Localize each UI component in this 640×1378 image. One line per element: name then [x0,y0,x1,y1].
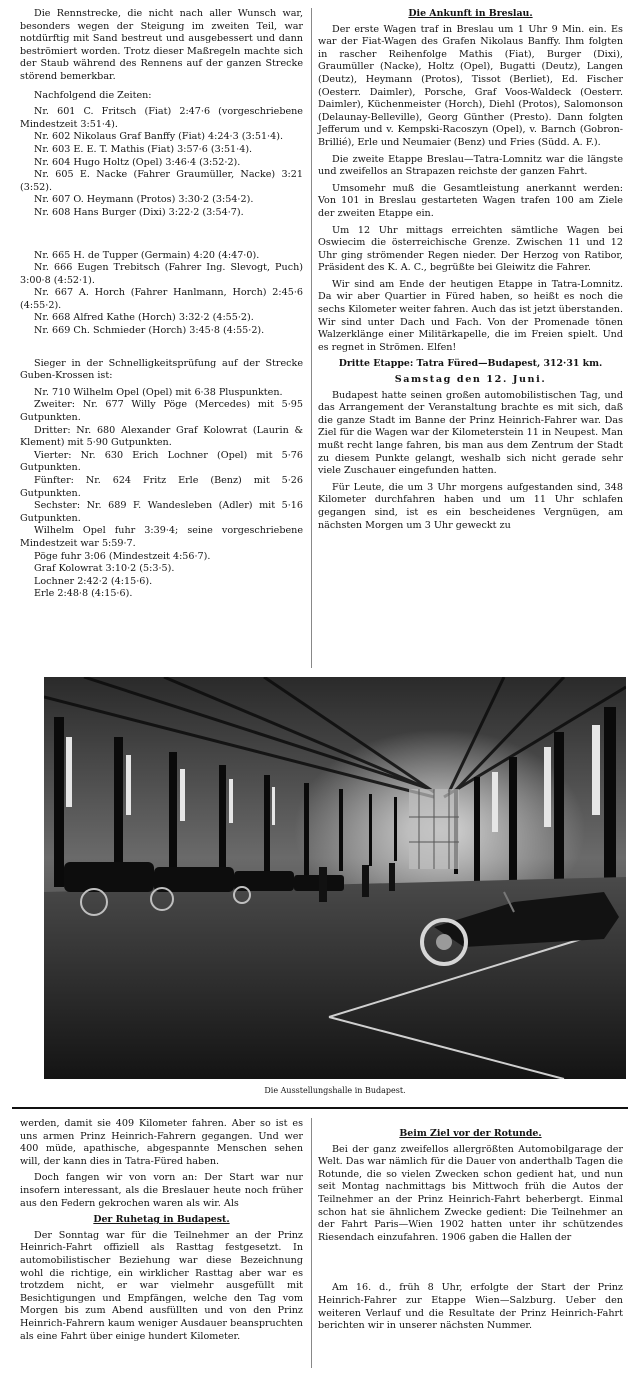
result-line: Nr. 608 Hans Burger (Dixi) 3:22·2 (3:54·7). [34,206,244,218]
section-heading-breslau: Die Ankunft in Breslau. [408,8,533,19]
paragraph: Für Leute, die um 3 Uhr morgens aufgestanden sind, 348 Kilometer durchfahren haben und um 11 Uhr schlafen gegangen sind, ist es ein bescheidenes Vergnügen, am nächsten Morgen um 3 Uhr geweckt zu [318,481,623,531]
result-line: Nr. 607 O. Heymann (Protos) 3:30·2 (3:54·2). [34,194,254,206]
result-line: Nr. 604 Hugo Holtz (Opel) 3:46·4 (3:52·2). [34,156,241,168]
photo-caption: Die Ausstellungshalle in Budapest. [264,1086,406,1095]
column-divider [311,8,312,668]
paragraph: Der Sonntag war für die Teilnehmer an der Prinz Heinrich-Fahrt offiziell als Rasttag festgesetzt. In automobilistischer Beziehung war diese Bezeichnung wohl die richtige, ein wirklicher Rasttag aber war es trotzdem nicht, er war vielmehr ausgefüllt mit Besichtigungen und Empfängen, welche den Tag vom Morgen bis zum Abend ausfüllten und von den Prinz Heinrich-Fahrern kaum weniger Ausdauer beanspruchten als eine Fahrt über einige hundert Kilometer. [20,1229,303,1342]
result-line: Pöge fuhr 3:06 (Mindestzeit 4:56·7). [34,550,211,562]
section-heading-rotunde: Beim Ziel vor der Rotunde. [399,1128,542,1139]
result-line: Nr. 666 Eugen Trebitsch (Fahrer Ing. Slevogt, Puch) 3:00·8 (4:52·1). [20,262,303,286]
results-tail [20,551,303,601]
winner-line: Zweiter: Nr. 677 Willy Pöge (Mercedes) mit 5·95 Gutpunkten. [20,399,303,424]
paragraph: Die zweite Etappe Breslau—Tatra-Lomnitz war die längste und zweifellos an Strapazen reichste der ganzen Fahrt. [318,153,623,178]
opel-line: Wilhelm Opel fuhr 3:39·4; seine vorgeschriebene Mindestzeit war 5:59·7. [20,525,303,549]
paragraph: Um 12 Uhr mittags erreichten sämtliche Wagen bei Oswiecim die österreichische Grenze. Zwischen 11 und 12 Uhr ging strömender Regen nieder. Der Herzog von Ratibor, Präsident des K. A. C., begrüßte bei Gleiwitz die Fahrer. [318,224,623,274]
left-column [20,8,303,601]
right-column [318,6,623,536]
winners-intro: Sieger in der Schnelligkeitsprüfung auf der Strecke Guben-Krossen ist: [20,357,303,382]
paragraph: Bei der ganz zweifellos allergrößten Automobilgarage der Welt. Das war nämlich für die Dauer von anderthalb Tagen die Rotunde, die so vielen Zwecken schon gedient hat, und nun seit Montag nachmittags bis Mittwoch früh die Autos der Teilnehmer an der Prinz Heinrich-Fahrt beherbergt. Einmal schon hat sie ähnlichem Zwecke gedient: Die Teilnehmer an der Fahrt Paris—Wien 1902 hatten unter ihr schützendes Riesendach einzufahren. 1906 gaben die Hallen der [318,1143,623,1243]
horizontal-rule [12,1107,628,1109]
winner-line: Dritter: Nr. 680 Alexander Graf Kolowrat (Laurin & Klement) mit 5·90 Gutpunkten. [20,424,303,449]
intro-paragraph: Die Rennstrecke, die nicht nach aller Wunsch war, besonders wegen der Steigung im zweiten Teil, war notdürftig mit Sand bestreut und ausgebessert und dann beströmiert worden. Trotz dieser Maßregeln machte sich der Staub während des Rennens auf der ganzen Strecke störend bemerkbar. [20,8,303,82]
result-line: Nr. 601 C. Fritsch (Fiat) 2:47·6 (vorgeschriebene Mindestzeit 3:51·4). [20,106,303,130]
paragraph: Budapest hatte seinen großen automobilistischen Tag, und das Arrangement der Veranstaltung brachte es mit sich, daß die ganze Stadt im Banne der Prinz Heinrich-Fahrer war. Das Ziel für die Wagen war der Kilometerstein 11 in Neupest. Man mußt recht lange fahren, bis man aus dem Zentrum der Stadt zu diesem Punkte gelangt, weshalb sich nicht gerade sehr viele Zuschauer eingefunden hatten. [318,389,623,477]
paragraph: Am 16. d., früh 8 Uhr, erfolgte der Start der Prinz Heinrich-Fahrer zur Etappe Wien—Salzburg. Ueber den weiteren Verlauf und die Resultate der Prinz Heinrich-Fahrt berichten wir in unserer nächsten Nummer. [318,1282,623,1332]
winner-line: Vierter: Nr. 630 Erich Lochner (Opel) mit 5·76 Gutpunkten. [20,449,303,474]
result-line: Erle 2:48·8 (4:15·6). [34,588,133,600]
winners-list [20,387,303,526]
result-line: Nr. 602 Nikolaus Graf Banffy (Fiat) 4:24·3 (3:51·4). [34,131,283,143]
exhibition-hall-photo [44,677,626,1079]
result-line: Nr. 603 E. E. T. Mathis (Fiat) 3:57·6 (3:51·4). [34,143,253,155]
results-group-1 [20,106,303,219]
column-divider-bottom [311,1118,312,1368]
bottom-left-column [20,1118,303,1347]
paragraph: Umsomehr muß die Gesamtleistung anerkannt werden: Von 101 in Breslau gestarteten Wagen trafen 100 am Ziele der zweiten Etappe ein. [318,182,623,219]
result-line: Nr. 668 Alfred Kathe (Horch) 3:32·2 (4:55·2). [34,312,254,324]
bottom-right-column [318,1120,623,1337]
result-line: Nr. 665 H. de Tupper (Germain) 4:20 (4:47·0). [34,249,260,261]
paragraph: Wir sind am Ende der heutigen Etappe in Tatra-Lomnitz. Da wir aber Quartier in Füred haben, so heißt es noch die sechs Kilometer weiter fahren. Auch das ist jetzt überstanden. Wir sind unter Dach und Fach. Von der Promenade tönen Walzerklänge einer Militärkapelle, die im Freien spielt. Und es regnet in Strömen. Elfen! [318,278,623,353]
times-heading: Nachfolgend die Zeiten: [34,89,152,101]
paragraph: Der erste Wagen traf in Breslau um 1 Uhr 9 Min. ein. Es war der Fiat-Wagen des Grafen Nikolaus Banffy. Ihm folgten in rascher Reihenfolge Mathis (Fiat), Burger (Dixi), Graumüller (Nacke), Holtz (Opel), Bugatti (Deutz), Langen (Deutz), Heymann (Protos), Tissot (Berliet), Ed. Fischer (Oesterr. Daimler), Porsche, Graf Voos-Waldeck (Oesterr. Daimler), Küchenmeister (Horch), Diehl (Protos), Salomonson (Delaunay-Belleville), Georg Günther (Presto). Dann folgten Jefferum und v. Kempski-Racoszyn (Opel), v. Barnch (Gobron-Brillié), Erle und Neumaier (Benz) und Fries (Südd. A. F.). [318,23,623,148]
result-line: Nr. 605 E. Nacke (Fahrer Graumüller, Nacke) 3:21 (3:52). [20,169,303,193]
date-line: Samstag den 12. Juni. [394,374,547,386]
winner-line: Sechster: Nr. 689 F. Wandesleben (Adler) mit 5·16 Gutpunkten. [20,500,303,524]
results-group-2 [20,250,303,338]
section-heading-rest-day: Der Ruhetag in Budapest. [93,1214,230,1226]
paragraph: Doch fangen wir von vorn an: Der Start war nur insofern interessant, als die Breslauer heute noch früher aus den Federn gekrochen waren als wir. Als [20,1172,303,1209]
section-heading-third-stage: Dritte Etappe: Tatra Füred—Budapest, 312·31 km. [338,358,603,370]
winner-line: Nr. 710 Wilhelm Opel (Opel) mit 6·38 Pluspunkten. [34,386,283,398]
result-line: Lochner 2:42·2 (4:15·6). [34,575,153,587]
result-line: Nr. 669 Ch. Schmieder (Horch) 3:45·8 (4:55·2). [34,325,265,337]
result-line: Graf Kolowrat 3:10·2 (5:3·5). [34,563,175,575]
winner-line: Fünfter: Nr. 624 Fritz Erle (Benz) mit 5·26 Gutpunkten. [20,475,303,499]
result-line: Nr. 667 A. Horch (Fahrer Hanlmann, Horch) 2:45·6 (4:55·2). [20,287,303,311]
paragraph: werden, damit sie 409 Kilometer fahren. Aber so ist es uns armen Prinz Heinrich-Fahrern gegangen. Und wer 400 müde, apathische, abgespannte Menschen sehen will, der kann dies in Tatra-Füred haben. [20,1118,303,1167]
photo-image [44,677,626,1079]
